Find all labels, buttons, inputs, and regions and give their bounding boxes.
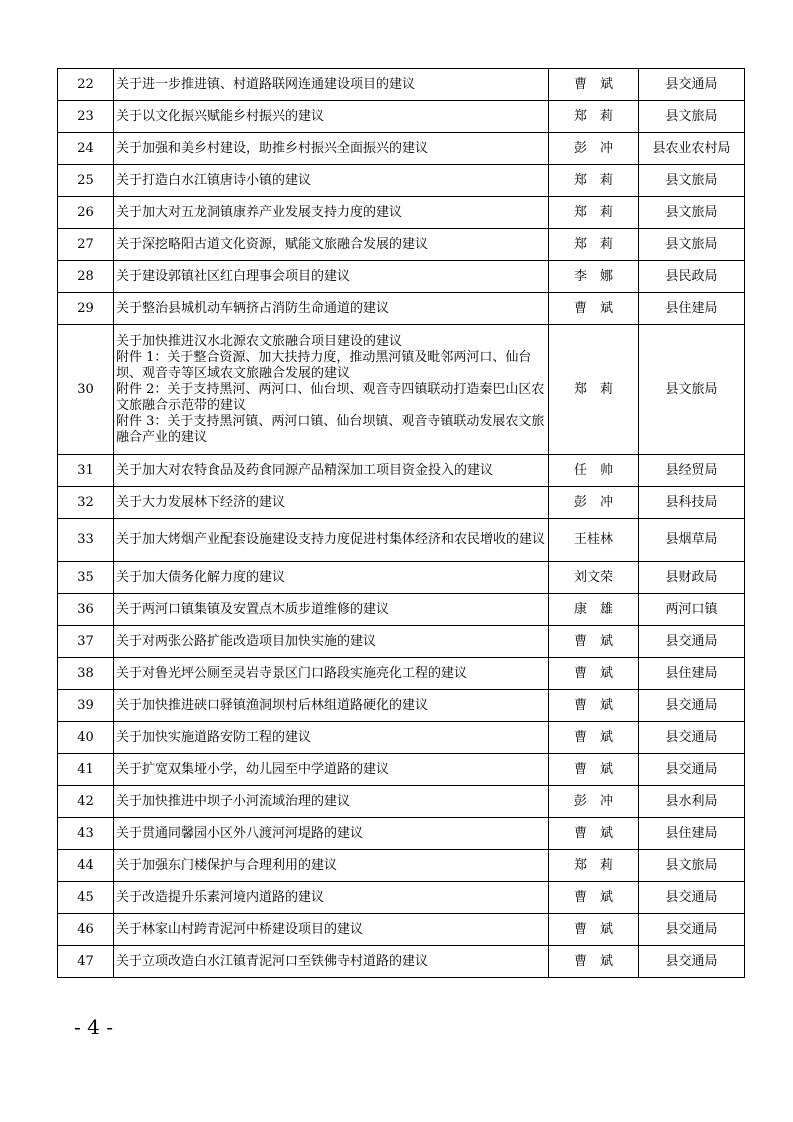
proposal-title-line: 关于对两张公路扩能改造项目加快实施的建议 <box>116 633 377 649</box>
row-number: 23 <box>58 101 114 133</box>
row-number: 28 <box>58 261 114 293</box>
responsible-person: 曹 斌 <box>549 626 639 658</box>
table-row <box>58 133 745 165</box>
row-number: 45 <box>58 882 114 914</box>
proposal-title <box>114 786 549 818</box>
handling-department: 两河口镇 <box>639 594 745 626</box>
handling-department: 县文旅局 <box>639 850 745 882</box>
row-number: 32 <box>58 487 114 519</box>
proposal-title <box>114 722 549 754</box>
proposal-title <box>114 165 549 197</box>
proposal-title <box>114 133 549 165</box>
handling-department: 县交通局 <box>639 946 745 978</box>
table-row <box>58 562 745 594</box>
proposal-title <box>114 914 549 946</box>
table-row <box>58 325 745 455</box>
proposal-title-line: 关于进一步推进镇、村道路联网连通建设项目的建议 <box>116 76 416 92</box>
proposal-title-line: 关于加强和美乡村建设，助推乡村振兴全面振兴的建议 <box>116 140 429 156</box>
table-row <box>58 261 745 293</box>
table-row <box>58 786 745 818</box>
handling-department: 县烟草局 <box>639 519 745 562</box>
responsible-person: 曹 斌 <box>549 754 639 786</box>
proposal-title <box>114 455 549 487</box>
proposal-table <box>57 68 745 978</box>
row-number: 38 <box>58 658 114 690</box>
proposal-title <box>114 229 549 261</box>
row-number: 39 <box>58 690 114 722</box>
handling-department: 县交通局 <box>639 754 745 786</box>
responsible-person: 曹 斌 <box>549 658 639 690</box>
responsible-person: 曹 斌 <box>549 690 639 722</box>
proposal-title <box>114 850 549 882</box>
proposal-title <box>114 487 549 519</box>
proposal-title-line: 关于立项改造白水江镇青泥河口至铁佛寺村道路的建议 <box>116 953 429 969</box>
responsible-person: 康 雄 <box>549 594 639 626</box>
responsible-person: 郑 莉 <box>549 325 639 455</box>
table-row <box>58 229 745 261</box>
proposal-title-line: 关于建设郭镇社区红白理事会项目的建议 <box>116 268 351 284</box>
responsible-person: 郑 莉 <box>549 229 639 261</box>
handling-department: 县交通局 <box>639 882 745 914</box>
handling-department: 县交通局 <box>639 626 745 658</box>
proposal-title <box>114 626 549 658</box>
proposal-title-line: 关于贯通同馨园小区外八渡河河堤路的建议 <box>116 825 364 841</box>
handling-department: 县文旅局 <box>639 325 745 455</box>
row-number: 47 <box>58 946 114 978</box>
responsible-person: 曹 斌 <box>549 293 639 325</box>
handling-department: 县住建局 <box>639 818 745 850</box>
proposal-title-line: 关于加强东门楼保护与合理利用的建议 <box>116 857 338 873</box>
proposal-title <box>114 101 549 133</box>
handling-department: 县文旅局 <box>639 229 745 261</box>
responsible-person: 曹 斌 <box>549 914 639 946</box>
responsible-person: 郑 莉 <box>549 197 639 229</box>
responsible-person: 李 娜 <box>549 261 639 293</box>
table-row <box>58 626 745 658</box>
proposal-title-line: 关于加大对五龙洞镇康养产业发展支持力度的建议 <box>116 204 403 220</box>
proposal-title <box>114 754 549 786</box>
handling-department: 县文旅局 <box>639 197 745 229</box>
row-number: 29 <box>58 293 114 325</box>
handling-department: 县住建局 <box>639 658 745 690</box>
table-row <box>58 850 745 882</box>
proposal-title-line: 关于深挖略阳古道文化资源，赋能文旅融合发展的建议 <box>116 236 429 252</box>
proposal-title <box>114 562 549 594</box>
table-row <box>58 690 745 722</box>
row-number: 40 <box>58 722 114 754</box>
proposal-title <box>114 261 549 293</box>
proposal-title <box>114 946 549 978</box>
proposal-title <box>114 325 549 455</box>
table-row <box>58 722 745 754</box>
responsible-person: 郑 莉 <box>549 850 639 882</box>
proposal-title-line: 关于整治县城机动车辆挤占消防生命通道的建议 <box>116 300 390 316</box>
proposal-title-line: 关于加快推进汉水北源农文旅融合项目建设的建议 <box>116 333 403 349</box>
handling-department: 县住建局 <box>639 293 745 325</box>
proposal-title-line: 关于加快推进硖口驿镇渔洞坝村后林组道路硬化的建议 <box>116 697 429 713</box>
responsible-person: 曹 斌 <box>549 722 639 754</box>
proposal-title <box>114 882 549 914</box>
proposal-title-line: 关于加快推进中坝子小河流域治理的建议 <box>116 793 351 809</box>
responsible-person: 郑 莉 <box>549 101 639 133</box>
table-row <box>58 69 745 101</box>
table-row <box>58 293 745 325</box>
row-number: 33 <box>58 519 114 562</box>
table-row <box>58 101 745 133</box>
proposal-attachment-line: 附件 3：关于支持黑河镇、两河口镇、仙台坝镇、观音寺镇联动发展农文旅融合产业的建议 <box>116 413 545 445</box>
responsible-person: 彭 冲 <box>549 487 639 519</box>
proposal-title-line: 关于两河口镇集镇及安置点木质步道维修的建议 <box>116 601 390 617</box>
table-row <box>58 658 745 690</box>
table-row <box>58 818 745 850</box>
proposal-title <box>114 690 549 722</box>
handling-department: 县交通局 <box>639 690 745 722</box>
proposal-title-line: 关于加大对农特食品及药食同源产品精深加工项目资金投入的建议 <box>116 462 494 478</box>
row-number: 44 <box>58 850 114 882</box>
row-number: 24 <box>58 133 114 165</box>
row-number: 41 <box>58 754 114 786</box>
proposal-title <box>114 658 549 690</box>
handling-department: 县交通局 <box>639 914 745 946</box>
responsible-person: 彭 冲 <box>549 133 639 165</box>
row-number: 35 <box>58 562 114 594</box>
proposal-title <box>114 69 549 101</box>
handling-department: 县民政局 <box>639 261 745 293</box>
row-number: 37 <box>58 626 114 658</box>
table-row <box>58 197 745 229</box>
responsible-person: 曹 斌 <box>549 946 639 978</box>
proposal-title <box>114 519 549 562</box>
proposal-title <box>114 594 549 626</box>
row-number: 25 <box>58 165 114 197</box>
row-number: 46 <box>58 914 114 946</box>
proposal-title-line: 关于大力发展林下经济的建议 <box>116 494 286 510</box>
proposal-title-line: 关于打造白水江镇唐诗小镇的建议 <box>116 172 312 188</box>
table-row <box>58 165 745 197</box>
proposal-title-line: 关于林家山村跨青泥河中桥建设项目的建议 <box>116 921 364 937</box>
page-number: - 4 - <box>74 1015 113 1039</box>
handling-department: 县交通局 <box>639 69 745 101</box>
responsible-person: 曹 斌 <box>549 69 639 101</box>
table-row <box>58 519 745 562</box>
table-row <box>58 455 745 487</box>
handling-department: 县农业农村局 <box>639 133 745 165</box>
row-number: 36 <box>58 594 114 626</box>
proposal-title-line: 关于扩宽双集垭小学，幼儿园至中学道路的建议 <box>116 761 390 777</box>
proposal-table-body <box>58 69 745 978</box>
table-row <box>58 914 745 946</box>
table-row <box>58 882 745 914</box>
row-number: 30 <box>58 325 114 455</box>
responsible-person: 郑 莉 <box>549 165 639 197</box>
handling-department: 县交通局 <box>639 722 745 754</box>
handling-department: 县水利局 <box>639 786 745 818</box>
row-number: 26 <box>58 197 114 229</box>
row-number: 27 <box>58 229 114 261</box>
proposal-attachment-line: 附件 1：关于整合资源、加大扶持力度，推动黑河镇及毗邻两河口、仙台坝、观音寺等区域农文旅融合发展的建议 <box>116 349 532 381</box>
handling-department: 县文旅局 <box>639 101 745 133</box>
proposal-title <box>114 197 549 229</box>
proposal-title-line: 关于加快实施道路安防工程的建议 <box>116 729 312 745</box>
proposal-title <box>114 293 549 325</box>
proposal-title-line: 关于以文化振兴赋能乡村振兴的建议 <box>116 108 325 124</box>
row-number: 43 <box>58 818 114 850</box>
proposal-title-line: 关于加大烤烟产业配套设施建设支持力度促进村集体经济和农民增收的建议 <box>116 532 546 547</box>
proposal-title-line: 关于改造提升乐素河境内道路的建议 <box>116 889 325 905</box>
responsible-person: 刘文荣 <box>549 562 639 594</box>
handling-department: 县财政局 <box>639 562 745 594</box>
row-number: 42 <box>58 786 114 818</box>
proposal-title-line: 关于对鲁光坪公厕至灵岩寺景区门口路段实施亮化工程的建议 <box>116 665 468 681</box>
responsible-person: 彭 冲 <box>549 786 639 818</box>
handling-department: 县经贸局 <box>639 455 745 487</box>
responsible-person: 曹 斌 <box>549 882 639 914</box>
proposal-attachment-line: 附件 2：关于支持黑河、两河口、仙台坝、观音寺四镇联动打造秦巴山区农文旅融合示范带的建议 <box>116 381 545 413</box>
table-row <box>58 946 745 978</box>
row-number: 31 <box>58 455 114 487</box>
handling-department: 县文旅局 <box>639 165 745 197</box>
table-row <box>58 754 745 786</box>
row-number: 22 <box>58 69 114 101</box>
proposal-title <box>114 818 549 850</box>
table-row <box>58 594 745 626</box>
responsible-person: 任 帅 <box>549 455 639 487</box>
responsible-person: 王桂林 <box>549 519 639 562</box>
responsible-person: 曹 斌 <box>549 818 639 850</box>
table-row <box>58 487 745 519</box>
proposal-title-line: 关于加大债务化解力度的建议 <box>116 569 286 585</box>
handling-department: 县科技局 <box>639 487 745 519</box>
